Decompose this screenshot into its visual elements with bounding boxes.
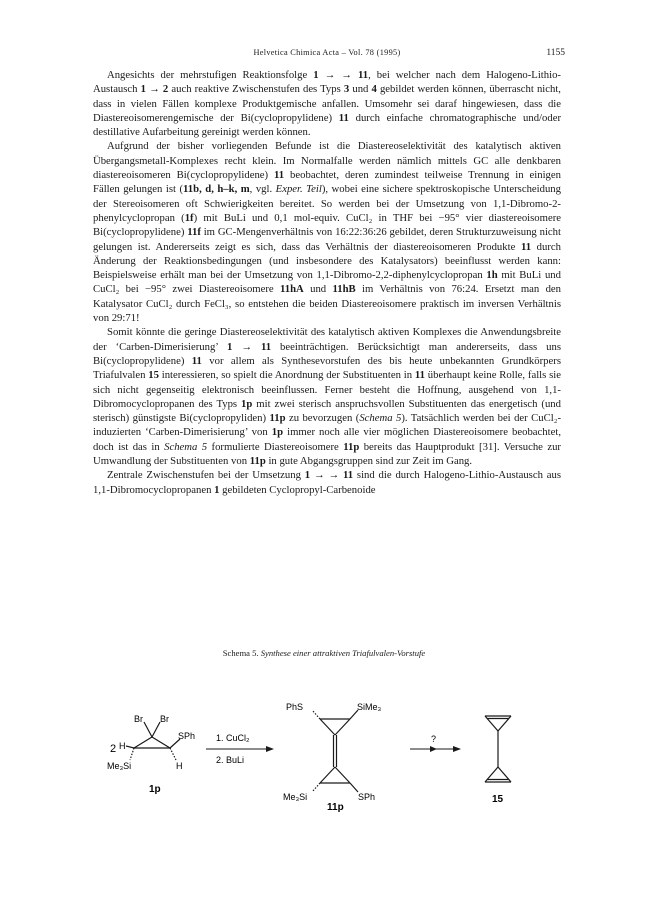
- stoich-label: 2: [110, 743, 117, 755]
- compound-ref: 1: [140, 83, 146, 96]
- paragraph: [93, 139, 561, 325]
- text-run: gebildeten Cyclopropyl-Carbenoide: [219, 483, 376, 496]
- br-label: Br: [160, 714, 169, 724]
- scheme-label: Schema 5.: [222, 648, 259, 658]
- compound-ref: 11f: [187, 226, 201, 239]
- emphasis: Exper. Teil: [275, 183, 322, 196]
- text-run: zu bevorzugen (: [285, 412, 360, 425]
- text-run: interessieren, so spielt die Anordnung der Substituenten in: [158, 369, 415, 382]
- compound-15-structure: [485, 716, 511, 782]
- text-run: im Verhältnis von 76:24. Ersetzt man den Katalysator CuCl₂ durch FeCl₃, so entstehen die beiden Diastereoisomere praktisch im inversen Verhältnis von 29:71!: [93, 283, 561, 325]
- text-run: überhaupt keine Rolle, falls sie sich nicht gegenseitig elektronisch beeinflussen. Ferner besteht die Hoffnung, ausgehend von 1,1-Dibromocyclopropanen des Typs: [93, 369, 561, 410]
- reagent-label: 1. CuCl₂: [216, 733, 250, 743]
- body-text: [93, 68, 561, 497]
- text-run: vor allem als Synthesevorstufen des bis heute unbekannten Grundkörpers Triafulvalen: [93, 354, 561, 382]
- text-run: Somit könnte die geringe Diastereoselektivität des katalytisch aktiven Komplexes die Anwendungsbreite der ‘Carben-Dimerisierung’: [93, 326, 561, 353]
- text-run: ), wobei eine sichere spektroskopische Unterscheidung der Stereoisomeren oft Schwierigkeiten bereitet. So werden bei der Umsetzung von 1,1-Dibromo-2-phenylcyclopropan (: [93, 183, 561, 224]
- br-label: Br: [134, 714, 143, 724]
- text-run: immer noch alle vier möglichen Diastereoisomere beobachtet, doch ist das in: [93, 426, 561, 453]
- compound-ref: 1p: [271, 426, 284, 439]
- h-label: H: [176, 761, 183, 771]
- compound-ref: 1: [313, 69, 319, 81]
- text-run: →: [145, 83, 163, 96]
- compound-ref: 1f: [184, 211, 194, 224]
- text-run: Aufgrund der bisher vorliegenden Befunde ist die Diastereoselektivität des katalytisch aktiven Übergangsmetall-Komplexes recht klein. Im Normalfalle werden nämlich mittels GC alle denkbaren diastereoisomeren Bi(cyclopropylidene): [93, 140, 561, 182]
- text-run: → →: [318, 69, 358, 81]
- compound-ref: 11p: [249, 455, 266, 468]
- compound-ref: 11: [191, 354, 202, 367]
- emphasis: Schema 5: [164, 440, 208, 453]
- scheme-caption: [0, 648, 648, 658]
- compound-ref: 11p: [269, 412, 286, 425]
- text-run: → →: [310, 469, 343, 482]
- text-run: sind die durch Halogeno-Lithio-Austausch aus 1,1-Dibromocyclopropanen: [93, 469, 561, 496]
- compound-ref: 11: [274, 169, 285, 182]
- compound-ref: 3: [343, 83, 350, 96]
- scheme-title: Synthese einer attraktiven Triafulvalen-Vorstufe: [260, 648, 426, 658]
- compound-label-15: 15: [492, 794, 504, 805]
- compound-ref: 11p: [343, 440, 360, 453]
- question-label: ?: [431, 734, 437, 744]
- reaction-scheme: [90, 660, 560, 820]
- text-run: formulierte Diastereoisomere: [207, 440, 344, 453]
- text-run: Angesichts der mehrstufigen Reaktionsfolge: [107, 69, 314, 81]
- compound-ref: 1h: [486, 269, 498, 282]
- compound-ref: 15: [148, 369, 159, 382]
- emphasis: Schema 5: [359, 412, 402, 425]
- me3si-label: Me₃Si: [107, 761, 132, 771]
- text-run: durch Änderung der Reaktionsbedingungen (und insbesondere des Katalysators) beeinflusst werden kann: Beispielsweise erhält man bei der Umsetzung von 1,1-Dibromo-2,2-diphenylcyclopropan: [93, 240, 561, 282]
- compound-ref: 1: [304, 469, 311, 482]
- compound-ref: 11b, d, h–k, m: [183, 183, 250, 196]
- text-run: und: [303, 283, 333, 296]
- compound-ref: 11: [357, 69, 369, 81]
- compound-ref: 2: [162, 83, 169, 96]
- compound-ref: 1: [227, 340, 233, 353]
- compound-ref: 11: [260, 340, 272, 353]
- paragraph: [93, 468, 561, 497]
- paragraph: [93, 68, 561, 139]
- compound-label-11p: 11p: [327, 802, 344, 813]
- compound-ref: 11: [342, 469, 354, 482]
- compound-ref: 11hA: [280, 283, 304, 296]
- text-run: mit zwei sterisch anspruchsvollen Substituenten das energetisch (und sterisch) günstigste Bi(cyclopropyliden): [93, 397, 561, 425]
- reagent-label: 2. BuLi: [216, 755, 245, 765]
- text-run: im GC-Mengenverhältnis von 16:22:36:26 gebildet, deren Strukturzuweisung nicht gelungen ist. Andererseits zeigt es sich, dass das Verhältnis der diastereoisomeren Produkte: [93, 226, 561, 253]
- compound-ref: 11: [414, 369, 425, 382]
- text-run: , vgl.: [249, 183, 276, 196]
- running-header: [93, 48, 565, 62]
- sime3-label: SiMe₃: [357, 702, 382, 712]
- text-run: auch reaktive Zwischenstufen des Typs: [168, 83, 344, 96]
- multistep-arrow: [410, 746, 461, 752]
- text-run: beobachtet, deren zumindest teilweise Trennung in einigen Fällen gelungen ist (: [93, 169, 561, 196]
- compound-label-1p: 1p: [149, 784, 161, 795]
- compound-ref: 11: [338, 111, 349, 124]
- text-run: beeinträchtigen. Berücksichtigt man andererseits, dass uns Bi(cyclopropylidene): [93, 340, 561, 367]
- compound-ref: 4: [371, 83, 377, 96]
- text-run: und: [349, 83, 372, 96]
- compound-ref: 1p: [241, 397, 253, 410]
- text-run: mit BuLi und CuCl₂ bei −95° zwei Diastereoisomere: [93, 269, 561, 296]
- text-run: gebildet werden können, überrascht nicht, dass in vielen Fällen komplexe Produktgemische anfallen. Umsomehr sei daraf hingewiesen, dass die Diastereoisomerengemische der Bi(cyclopropylidene): [93, 83, 561, 124]
- sph-label: SPh: [178, 731, 196, 741]
- reaction-arrow: [206, 746, 274, 752]
- text-run: in gute Abgangsgruppen sind zur Zeit im Gang.: [265, 455, 473, 468]
- text-run: Zentrale Zwischenstufen bei der Umsetzung: [107, 469, 305, 482]
- page-number: 1155: [546, 48, 565, 58]
- text-run: durch einfache chromatographische und/oder destillative Aufarbeitung gereinigt werden können.: [93, 111, 561, 139]
- text-run: ). Tatsächlich werden bei der CuCl₂-induzierten ‘Carben-Dimerisierung’ von: [93, 412, 562, 439]
- text-run: , bei welcher nach dem Halogeno-Lithio-Austausch: [93, 69, 561, 96]
- h-label: H: [119, 741, 126, 751]
- text-run: bereits das Hauptprodukt [31]. Versuche zur Umwandlung der Substituenten von: [93, 440, 561, 468]
- compound-ref: 11hB: [332, 283, 356, 296]
- compound-1p-structure: [126, 722, 180, 760]
- me3si-label: Me₃Si: [283, 792, 308, 802]
- phs-label: PhS: [286, 702, 304, 712]
- compound-11p-structure: [312, 710, 358, 792]
- text-run: →: [232, 340, 261, 353]
- compound-ref: 1: [214, 483, 220, 496]
- text-run: ) mit BuLi und 0,1 mol-equiv. CuCl₂ in THF bei −95° vier diastereoisomere Bi(cyclopropylidene): [93, 211, 562, 239]
- compound-ref: 11: [520, 240, 532, 253]
- sph-label: SPh: [358, 792, 376, 802]
- paragraph: [93, 325, 561, 468]
- journal-title: Helvetica Chimica Acta – Vol. 78 (1995): [253, 48, 401, 57]
